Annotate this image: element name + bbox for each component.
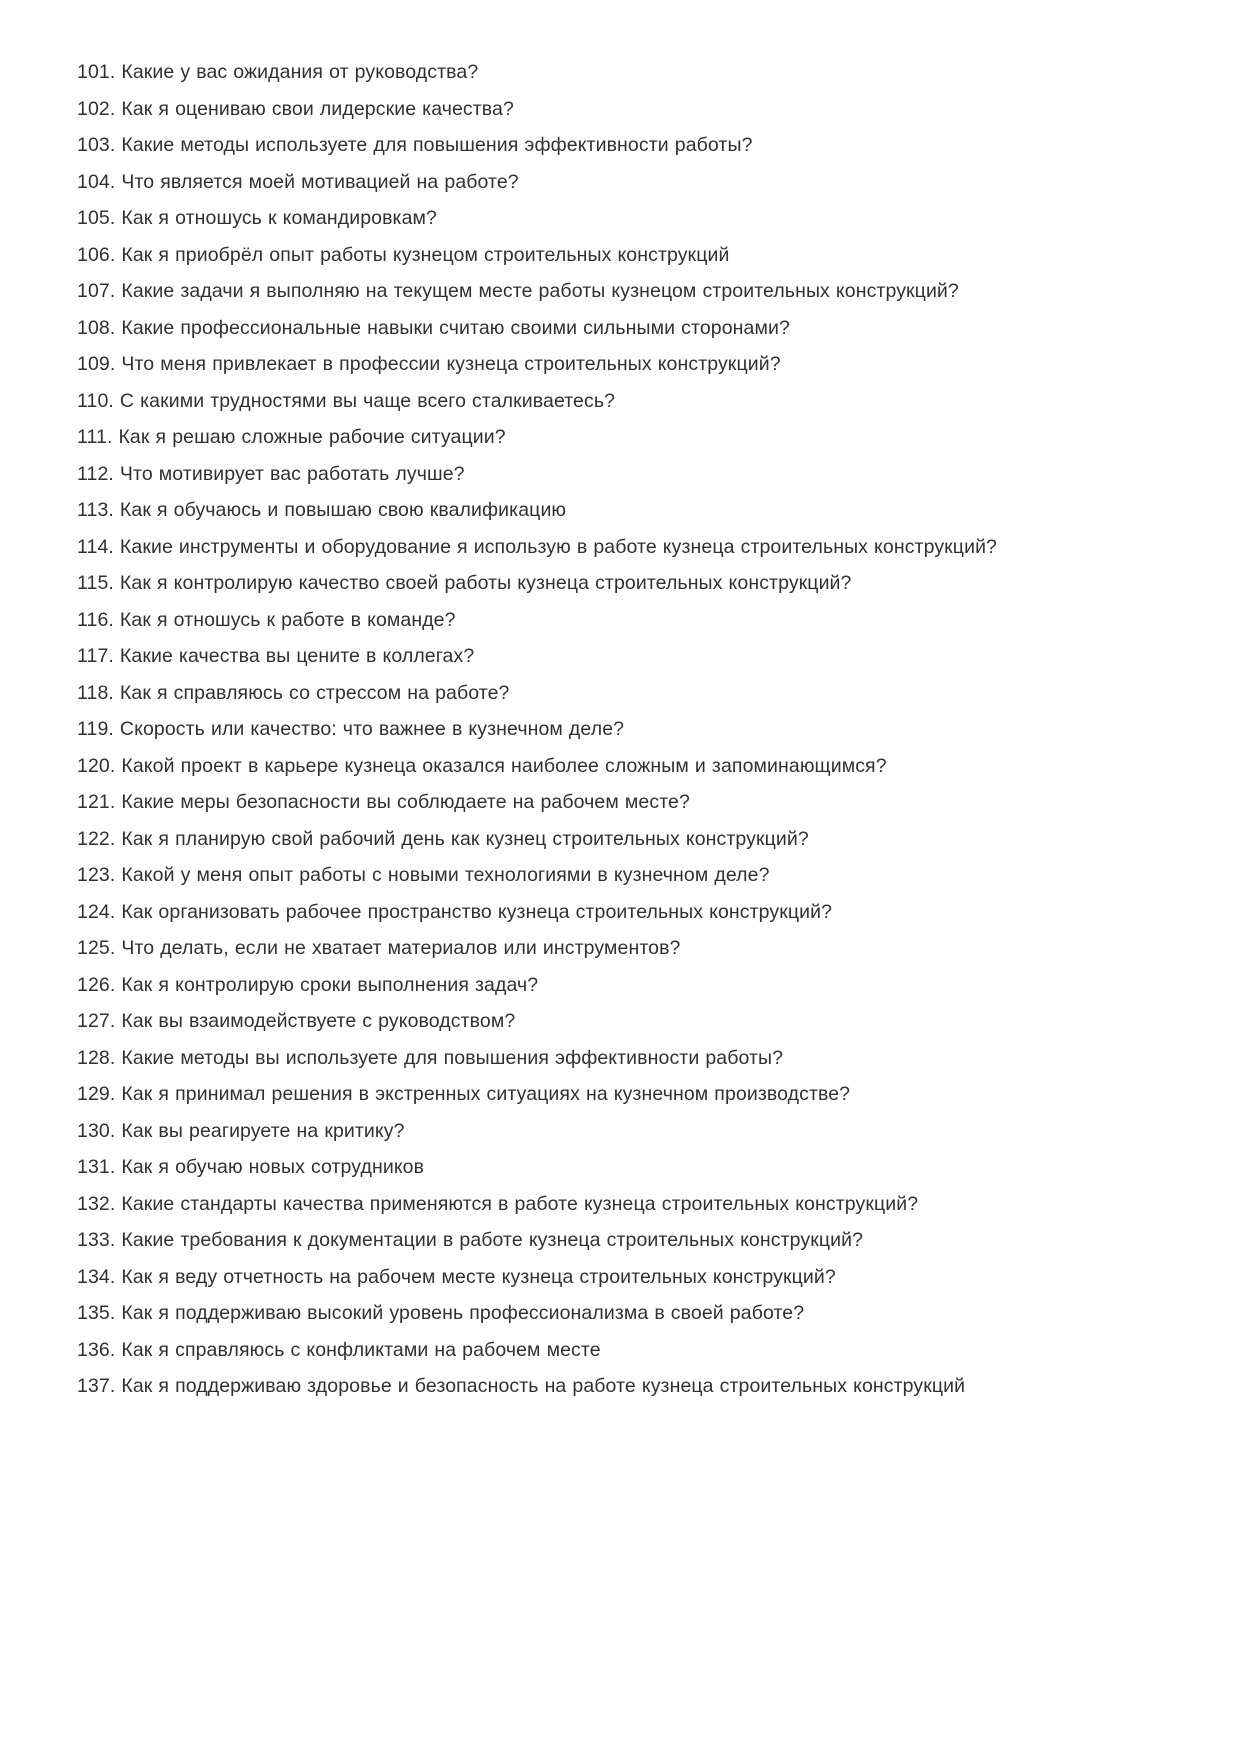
question-item: 101. Какие у вас ожидания от руководства? <box>77 61 479 83</box>
question-item: 134. Как я веду отчетность на рабочем месте кузнеца строительных конструкций? <box>77 1265 836 1288</box>
question-item: 133. Какие требования к документации в работе кузнеца строительных конструкций? <box>77 1229 864 1251</box>
question-item: 109. Что меня привлекает в профессии кузнеца строительных конструкций? <box>77 353 781 375</box>
question-item: 135. Как я поддерживаю высокий уровень профессионализма в своей работе? <box>77 1302 805 1324</box>
question-item: 128. Какие методы вы используете для повышения эффективности работы? <box>77 1046 784 1069</box>
question-item: 137. Как я поддерживаю здоровье и безопасность на работе кузнеца строительных конструкций <box>77 1375 966 1397</box>
question-item: 129. Как я принимал решения в экстренных ситуациях на кузнечном производстве? <box>77 1083 851 1105</box>
question-item: 102. Как я оцениваю свои лидерские качества? <box>77 97 514 120</box>
question-item: 113. Как я обучаюсь и повышаю свою квалификацию <box>77 499 567 521</box>
question-item: 124. Как организовать рабочее пространство кузнеца строительных конструкций? <box>77 900 833 923</box>
question-item: 105. Как я отношусь к командировкам? <box>77 207 438 229</box>
question-item: 106. Как я приобрёл опыт работы кузнецом строительных конструкций <box>77 243 730 266</box>
question-item: 136. Как я справляюсь с конфликтами на рабочем месте <box>77 1338 601 1361</box>
question-item: 116. Как я отношусь к работе в команде? <box>77 608 456 631</box>
question-item: 117. Какие качества вы цените в коллегах? <box>77 645 475 667</box>
question-item: 108. Какие профессиональные навыки считаю своими сильными сторонами? <box>77 316 790 339</box>
question-item: 110. С какими трудностями вы чаще всего сталкиваетесь? <box>77 389 616 412</box>
question-list <box>77 54 1167 1405</box>
question-item: 112. Что мотивирует вас работать лучше? <box>77 462 465 485</box>
question-item: 121. Какие меры безопасности вы соблюдаете на рабочем месте? <box>77 791 690 813</box>
question-item: 104. Что является моей мотивацией на работе? <box>77 170 519 193</box>
question-item: 126. Как я контролирую сроки выполнения задач? <box>77 973 539 996</box>
question-item: 114. Какие инструменты и оборудование я использую в работе кузнеца строительных конструкций? <box>77 535 998 558</box>
question-item: 132. Какие стандарты качества применяются в работе кузнеца строительных конструкций? <box>77 1192 919 1215</box>
question-item: 123. Какой у меня опыт работы с новыми технологиями в кузнечном деле? <box>77 864 770 886</box>
question-item: 107. Какие задачи я выполняю на текущем месте работы кузнецом строительных конструкций? <box>77 280 959 302</box>
question-item: 111. Как я решаю сложные рабочие ситуации? <box>77 426 506 448</box>
question-item: 125. Что делать, если не хватает материалов или инструментов? <box>77 937 681 959</box>
question-item: 127. Как вы взаимодействуете с руководством? <box>77 1010 516 1032</box>
question-item: 119. Скорость или качество: что важнее в кузнечном деле? <box>77 718 625 740</box>
question-item: 130. Как вы реагируете на критику? <box>77 1119 405 1142</box>
question-item: 120. Какой проект в карьере кузнеца оказался наиболее сложным и запоминающимся? <box>77 754 887 777</box>
question-item: 131. Как я обучаю новых сотрудников <box>77 1156 425 1178</box>
question-item: 118. Как я справляюсь со стрессом на работе? <box>77 681 510 704</box>
question-item: 103. Какие методы используете для повышения эффективности работы? <box>77 134 753 156</box>
question-item: 115. Как я контролирую качество своей работы кузнеца строительных конструкций? <box>77 572 852 594</box>
question-item: 122. Как я планирую свой рабочий день как кузнец строительных конструкций? <box>77 827 809 850</box>
